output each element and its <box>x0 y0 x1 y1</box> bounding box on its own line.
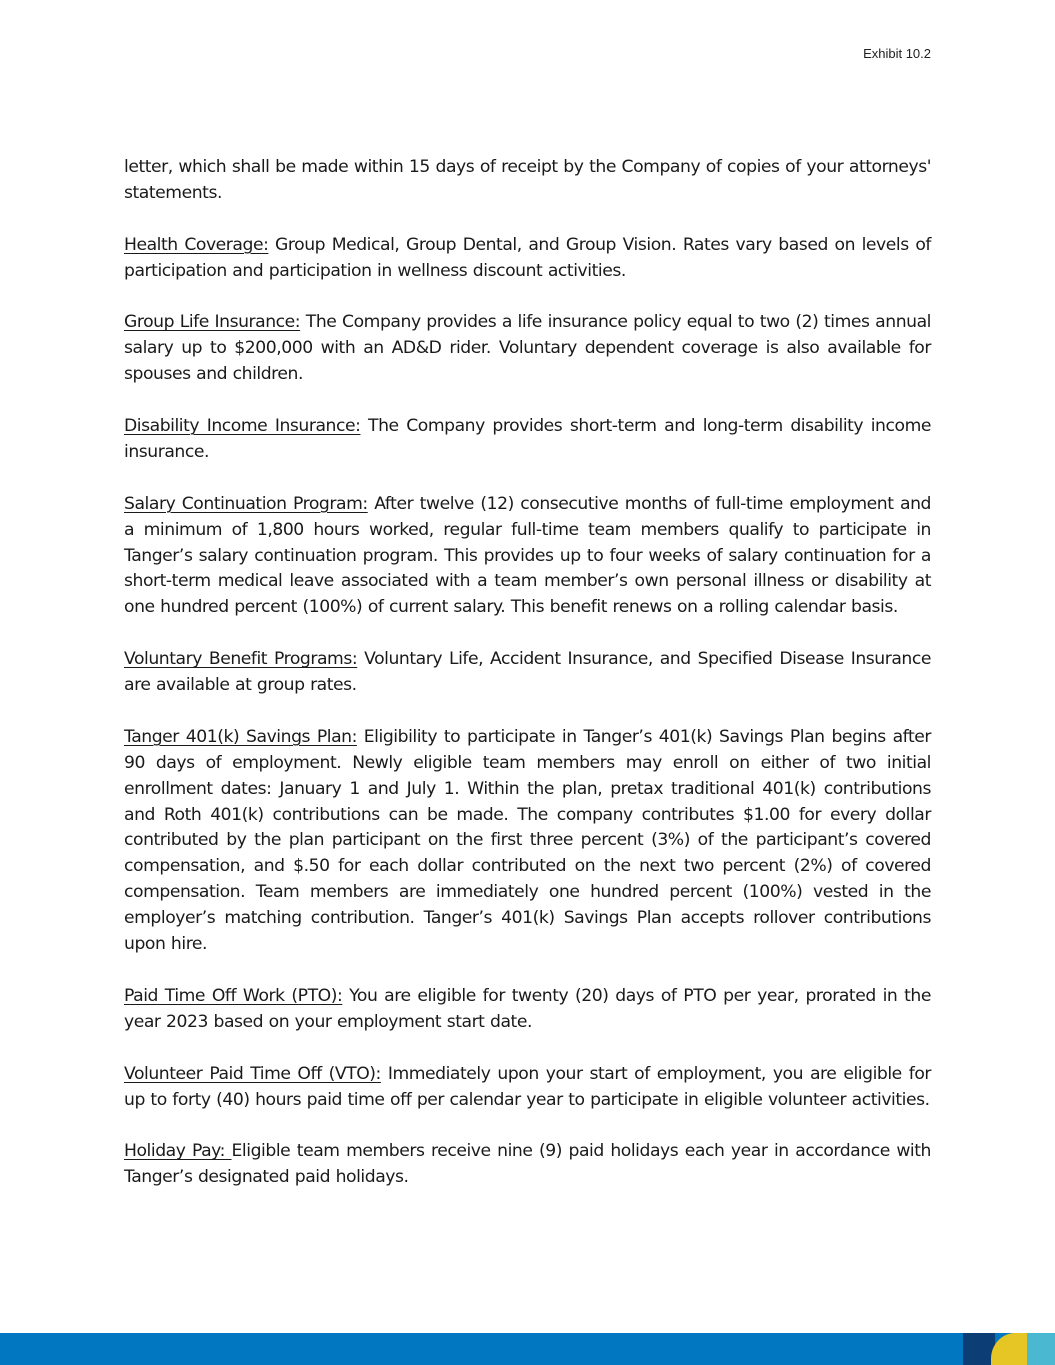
paragraph-text: Eligible team members receive nine (9) paid holidays each year in accordance with Tanger’s designated paid holidays. <box>124 1141 931 1188</box>
footer-color-bar <box>0 1333 1055 1365</box>
document-body <box>124 155 931 1217</box>
section-heading: Paid Time Off Work (PTO): <box>124 985 343 1006</box>
paragraph-text: Group Medical, Group Dental, and Group Vision. Rates vary based on levels of participation and participation in wellness discount activities. <box>124 234 931 281</box>
section-heading: Disability Income Insurance: <box>124 416 361 437</box>
paragraph-text: Immediately upon your start of employment, you are eligible for up to forty (40) hours paid time off per calendar year to participate in eligible volunteer activities. <box>124 1063 932 1110</box>
section-heading: Salary Continuation Program: <box>124 493 368 514</box>
paragraph-pto <box>124 984 931 1036</box>
paragraph-health-coverage <box>124 233 931 285</box>
paragraph-text: The Company provides short-term and long-term disability income insurance. <box>124 416 931 462</box>
section-heading: Health Coverage: <box>124 234 269 255</box>
paragraph-text: The Company provides a life insurance policy equal to two (2) times annual salary up to $200,000 with an AD&D rider. Voluntary dependent coverage is also available for spouses and children. <box>124 312 932 385</box>
paragraph-vto <box>124 1062 931 1114</box>
paragraph-letter-continuation <box>124 155 931 207</box>
paragraph-voluntary-benefits <box>124 647 931 699</box>
paragraph-text: After twelve (12) consecutive months of full-time employment and a minimum of 1,800 hours worked, regular full-time team members qualify to participate in Tanger’s salary continuation program. This provides up to four weeks of salary continuation for a short-term medical leave associated with a team member’s own personal illness or disability at one hundred percent (100%) of current salary. This benefit renews on a rolling calendar basis. <box>124 493 931 618</box>
footer-teal-block <box>1027 1333 1055 1365</box>
section-heading: Volunteer Paid Time Off (VTO): <box>124 1063 381 1084</box>
section-heading: Holiday Pay: <box>124 1141 232 1162</box>
paragraph-text: letter, which shall be made within 15 days of receipt by the Company of copies of your attorneys' statements. <box>124 157 931 203</box>
paragraph-group-life-insurance <box>124 310 931 388</box>
section-heading: Group Life Insurance: <box>124 312 301 333</box>
paragraph-text: Voluntary Life, Accident Insurance, and Specified Disease Insurance are available at group rates. <box>124 649 931 696</box>
paragraph-401k-plan <box>124 725 931 958</box>
section-heading: Tanger 401(k) Savings Plan: <box>124 726 357 747</box>
section-heading: Voluntary Benefit Programs: <box>124 649 358 670</box>
paragraph-holiday-pay <box>124 1139 931 1191</box>
paragraph-text: You are eligible for twenty (20) days of PTO per year, prorated in the year 2023 based on your employment start date. <box>124 985 931 1032</box>
exhibit-label: Exhibit 10.2 <box>863 46 931 61</box>
paragraph-disability-insurance <box>124 414 931 466</box>
paragraph-text: Eligibility to participate in Tanger’s 401(k) Savings Plan begins after 90 days of employment. Newly eligible team members may enroll on either of two initial enrollment dates: January 1 and July 1. Within the plan, pretax traditional 401(k) contributions and Roth 401(k) contributions can be made. The company contributes $1.00 for every dollar contributed by the plan participant on the first three percent (3%) of the participant’s covered compensation, and $.50 for each dollar contributed on the next two percent (2%) of covered compensation. Team members are immediately one hundred percent (100%) vested in the employer’s matching contribution. Tanger’s 401(k) Savings Plan accepts rollover contributions upon hire. <box>124 726 931 955</box>
paragraph-salary-continuation <box>124 492 931 622</box>
